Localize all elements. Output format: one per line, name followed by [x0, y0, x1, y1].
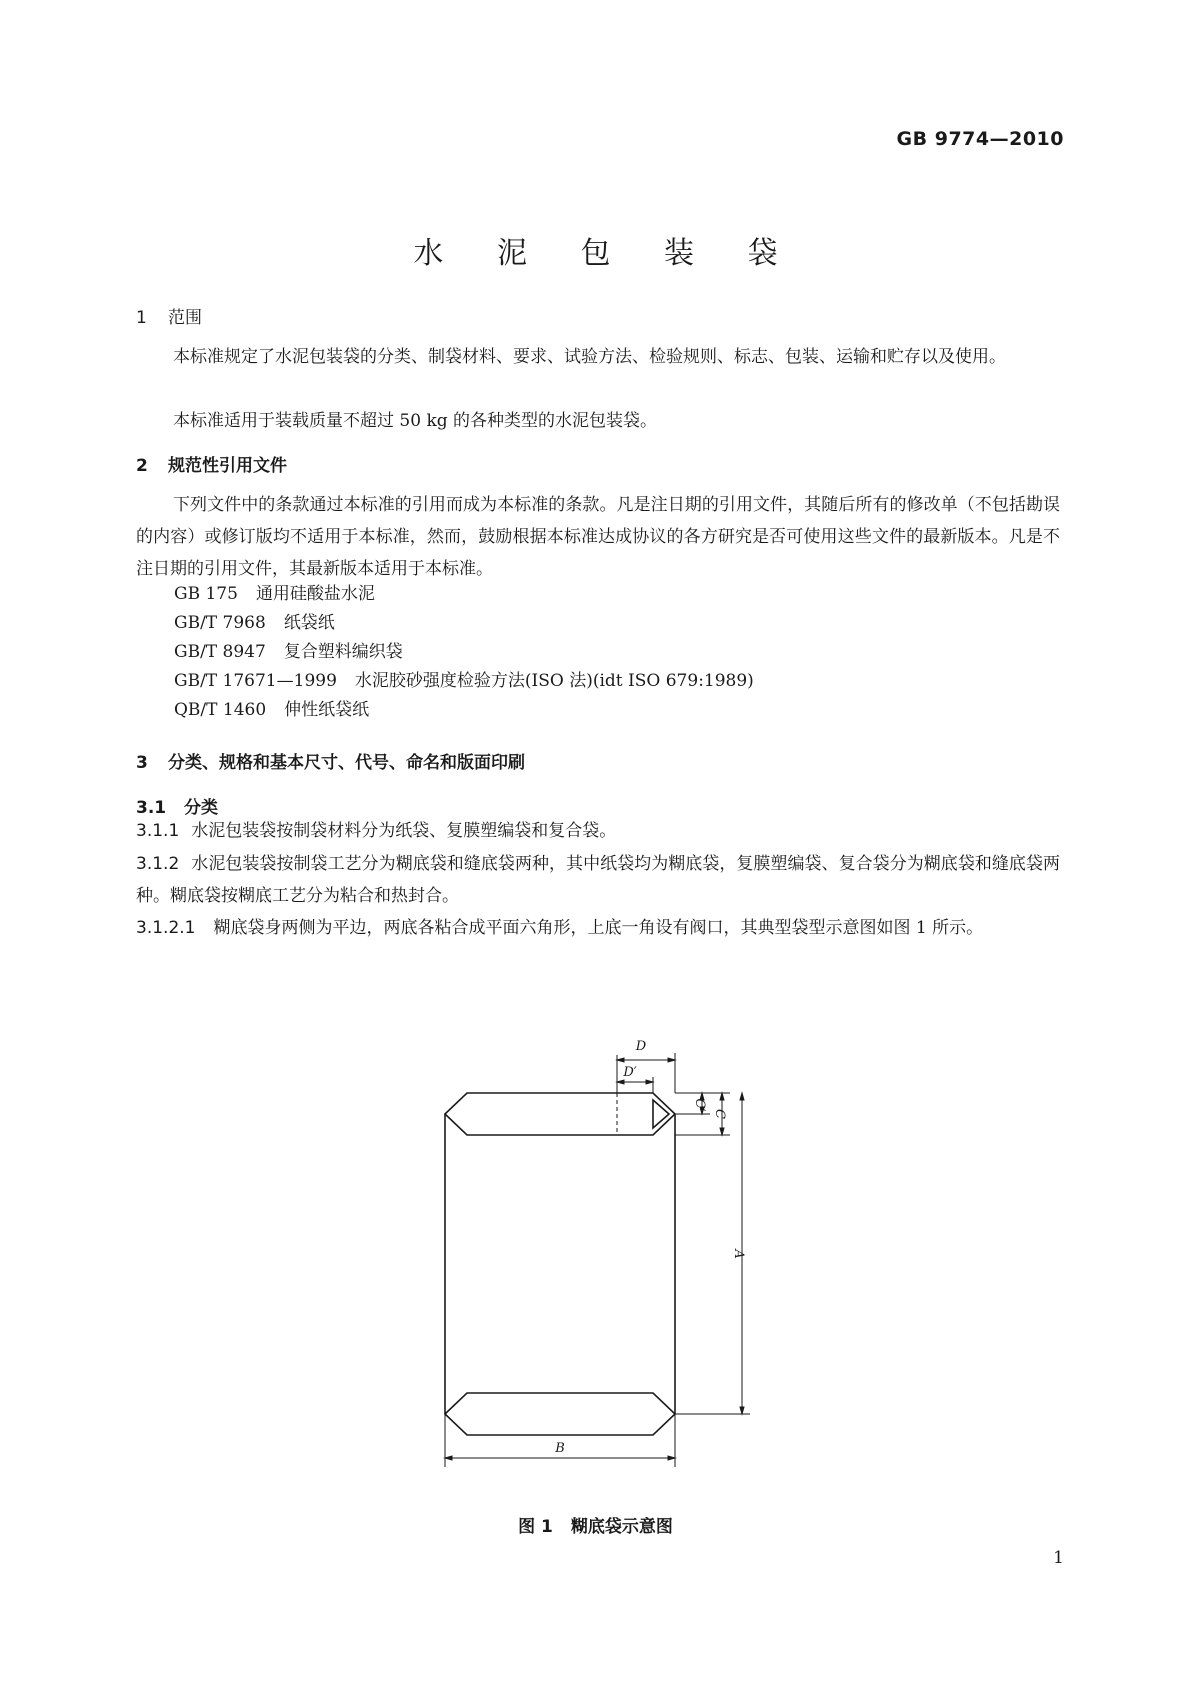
reference-code: GB/T 17671—1999: [174, 671, 337, 691]
reference-item: [174, 665, 754, 697]
reference-name: 水泥胶砂强度检验方法(ISO 法)(idt ISO 679:1989): [354, 671, 754, 691]
label-c-prime: C′: [692, 1098, 707, 1112]
clause-3-1-2: [136, 848, 1060, 912]
section-3-heading: [136, 748, 525, 773]
reference-code: GB 175: [174, 584, 238, 604]
clause-number: 3.1.1: [136, 821, 180, 841]
clause-text: 水泥包装袋按制袋材料分为纸袋、复膜塑编袋和复合袋。: [191, 821, 617, 841]
section-2-paragraph: 下列文件中的条款通过本标准的引用而成为本标准的条款。凡是注日期的引用文件，其随后所有的修改单（不包括勘误的内容）或修订版均不适用于本标准，然而，鼓励根据本标准达成协议的各方研究是否可使用这些文件的最新版本。凡是不注日期的引用文件，其最新版本适用于本标准。: [136, 495, 1060, 579]
section-title: 分类、规格和基本尺寸、代号、命名和版面印刷: [168, 753, 525, 773]
figure-caption: [0, 1512, 1191, 1537]
reference-item: [174, 578, 375, 610]
section-title: 分类: [184, 798, 218, 818]
section-title: 范围: [168, 308, 202, 328]
clause-number: 3.1.2.1: [136, 918, 196, 938]
clause-3-1-2-1: [136, 912, 1060, 944]
cement-bag-diagram: [430, 1025, 760, 1470]
figure-title: 糊底袋示意图: [570, 1517, 673, 1537]
bag-outline: [445, 1093, 675, 1435]
reference-item: [174, 694, 369, 726]
label-b: B: [555, 1441, 565, 1456]
reference-code: GB/T 7968: [174, 613, 266, 633]
figure-number: 图 1: [518, 1517, 553, 1537]
label-a: A: [731, 1249, 746, 1259]
clause-text: 水泥包装袋按制袋工艺分为糊底袋和缝底袋两种，其中纸袋均为糊底袋，复膜塑编袋、复合袋分为糊底袋和缝底袋两种。糊底袋按糊底工艺分为粘合和热封合。: [136, 854, 1060, 906]
clause-text: 糊底袋身两侧为平边，两底各粘合成平面六角形，上底一角设有阀口，其典型袋型示意图如图 1 所示。: [213, 918, 984, 938]
label-d-prime: D′: [623, 1065, 637, 1080]
reference-name: 复合塑料编织袋: [283, 642, 403, 662]
label-c: C: [712, 1109, 727, 1119]
section-title: 规范性引用文件: [168, 456, 287, 476]
reference-name: 纸袋纸: [283, 613, 335, 633]
page-number: 1: [1053, 1548, 1064, 1568]
reference-code: QB/T 1460: [174, 700, 267, 720]
section-1-paragraph-2: 本标准适用于装载质量不超过 50 kg 的各种类型的水泥包装袋。: [173, 411, 658, 431]
label-d: D: [635, 1039, 647, 1054]
reference-name: 伸性纸袋纸: [284, 700, 370, 720]
section-1-paragraph-1: 本标准规定了水泥包装袋的分类、制袋材料、要求、试验方法、检验规则、标志、包装、运输和贮存以及使用。: [173, 347, 1006, 367]
section-2-heading: [136, 451, 287, 476]
document-title: 水 泥 包 装 袋: [413, 236, 800, 271]
section-number: 1: [136, 308, 147, 328]
reference-code: GB/T 8947: [174, 642, 266, 662]
reference-name: 通用硅酸盐水泥: [255, 584, 375, 604]
reference-item: [174, 636, 403, 668]
section-number: 3.1: [136, 798, 167, 818]
clause-3-1-1: [136, 815, 1060, 847]
section-number: 3: [136, 753, 148, 773]
reference-item: [174, 607, 335, 639]
section-number: 2: [136, 456, 148, 476]
section-1-heading: [136, 303, 202, 328]
standard-number: GB 9774—2010: [896, 128, 1064, 150]
clause-number: 3.1.2: [136, 854, 180, 874]
